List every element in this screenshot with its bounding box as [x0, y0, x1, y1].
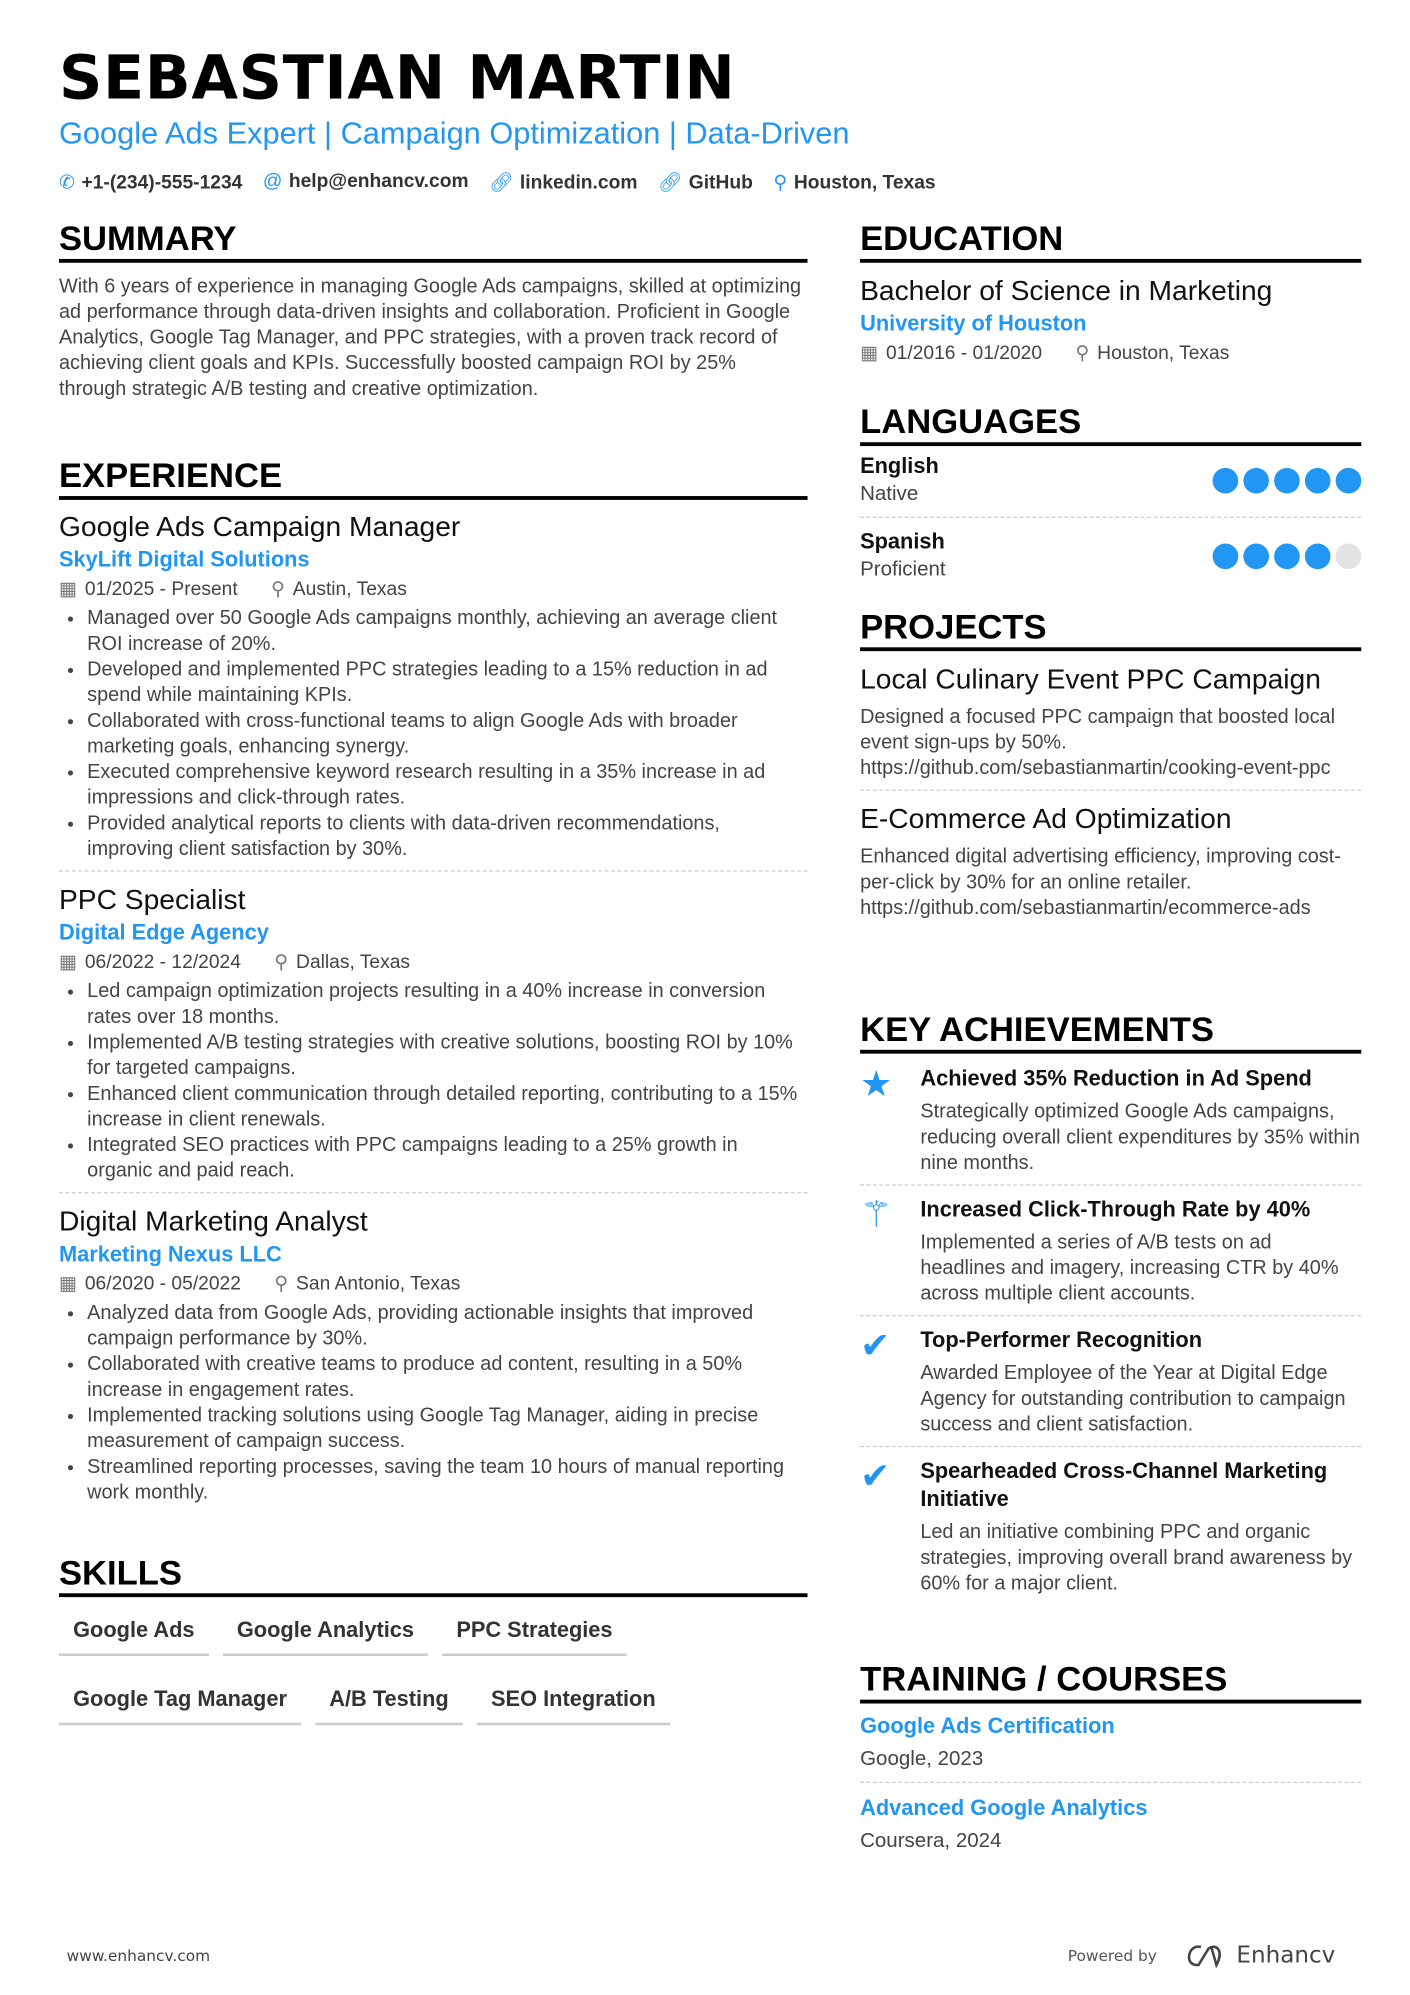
- project-link[interactable]: https://github.com/sebastianmartin/cooking-event-ppc: [860, 757, 1331, 780]
- location-pin-icon: ⚲: [1075, 342, 1090, 365]
- location-wrap: [274, 949, 410, 977]
- divider: [860, 790, 1361, 791]
- rating-dot: [1305, 543, 1331, 569]
- powered-by-label: Powered by: [1067, 1946, 1157, 1965]
- contact-text: +1-(234)-555-1234: [81, 171, 243, 194]
- achievements-section: [860, 1009, 1361, 1597]
- section-heading: KEY ACHIEVEMENTS: [860, 1009, 1361, 1054]
- bullet-item: • Streamlined reporting processes, saving the team 10 hours of manual reporting work monthly.: [87, 1455, 807, 1506]
- dates-wrap: [59, 576, 238, 604]
- skill-tag: Google Ads: [59, 1615, 209, 1656]
- achievement-description: Strategically optimized Google Ads campaigns, reducing overall client expenditures by 35% within nine months.: [920, 1101, 1360, 1175]
- skill-tag: PPC Strategies: [442, 1615, 626, 1656]
- language-item: [860, 528, 1361, 584]
- course-provider: Coursera, 2024: [860, 1830, 1002, 1853]
- rating-dot: [1336, 543, 1362, 569]
- dates: 01/2016 - 01/2020: [885, 342, 1043, 365]
- contact-text: help@enhancv.com: [288, 170, 469, 193]
- divider: [860, 517, 1361, 518]
- achievement-item: [860, 1062, 1361, 1177]
- bullet-item: • Enhanced client communication through detailed reporting, contributing to a 15% increase in client renewals.: [87, 1082, 807, 1133]
- achievement-item: [860, 1324, 1361, 1439]
- bullet-item: • Implemented A/B testing strategies with creative solutions, boosting ROI by 10% for targeted campaigns.: [87, 1031, 807, 1082]
- achievement-description: Led an initiative combining PPC and organic strategies, improving overall brand awareness by 60% for a major client.: [920, 1521, 1353, 1595]
- job-entry: [59, 1192, 808, 1506]
- achievement-body: [920, 1196, 1361, 1308]
- rating-dot: [1305, 468, 1331, 494]
- bullet-item: • Collaborated with creative teams to produce ad content, resulting in a 50% increase in engagement rates.: [87, 1352, 807, 1403]
- company-name: SkyLift Digital Solutions: [58, 547, 310, 572]
- project-description: Designed a focused PPC campaign that boosted local event sign-ups by 50%.: [860, 706, 1336, 754]
- job-title: PPC Specialist: [58, 883, 246, 916]
- at-icon: @: [262, 170, 283, 193]
- bullet-item: • Executed comprehensive keyword research resulting in a 35% increase in ad impressions and click-through rates.: [87, 760, 807, 811]
- skill-tag: SEO Integration: [477, 1684, 670, 1725]
- calendar-icon: ▦: [58, 1272, 78, 1295]
- job-dates: 06/2020 - 05/2022: [84, 1272, 241, 1295]
- training-section: [860, 1659, 1361, 1856]
- brand-name: Enhancv: [1236, 1941, 1336, 1969]
- location-pin-icon: ⚲: [274, 1272, 289, 1295]
- contact-bar: [59, 170, 936, 193]
- achievement-body: [920, 1457, 1361, 1597]
- achievement-title: Increased Click-Through Rate by 40%: [920, 1197, 1311, 1222]
- checkmark-icon: ✔: [860, 1454, 891, 1498]
- achievement-body: [920, 1065, 1361, 1177]
- candidate-subtitle: Google Ads Expert | Campaign Optimization | Data-Driven: [58, 116, 850, 152]
- language-rating: [1213, 543, 1362, 569]
- contact-text: Houston, Texas: [793, 171, 936, 194]
- bullet-item: • Developed and implemented PPC strategies leading to a 15% reduction in ad spend while maintaining KPIs.: [87, 658, 807, 709]
- enhancv-logo: [1183, 1942, 1336, 1969]
- language-level: Native: [860, 483, 919, 506]
- achievement-title: Top-Performer Recognition: [920, 1327, 1203, 1353]
- company-name: Marketing Nexus LLC: [58, 1242, 282, 1267]
- achievement-title: Achieved 35% Reduction in Ad Spend: [920, 1066, 1312, 1091]
- job-meta: [59, 576, 808, 604]
- job-dates: 06/2022 - 12/2024: [84, 951, 241, 973]
- languages-section: [860, 401, 1361, 584]
- language-item: [860, 452, 1361, 508]
- location-pin-icon: ⚲: [274, 951, 289, 973]
- dates-wrap: [59, 949, 241, 977]
- job-dates: 01/2025 - Present: [84, 578, 238, 600]
- project-description: Enhanced digital advertising efficiency, improving cost-per-click by 30% for an online retailer.: [860, 845, 1341, 894]
- language-name: English: [860, 453, 939, 479]
- course-title: Advanced Google Analytics: [860, 1795, 1148, 1821]
- calendar-icon: ▦: [58, 578, 78, 600]
- bullet-item: • Analyzed data from Google Ads, providing actionable insights that improved campaign performance by 30%.: [87, 1301, 807, 1352]
- projects-section: [860, 606, 1361, 921]
- phone-icon: ✆: [58, 171, 76, 194]
- language-name: Spanish: [860, 529, 945, 554]
- enhancv-logo-icon: [1183, 1943, 1229, 1969]
- bullet-item: • Integrated SEO practices with PPC campaigns leading to a 25% growth in organic and paid reach.: [87, 1133, 807, 1184]
- bullet-item: • Provided analytical reports to clients with data-driven recommendations, improving client satisfaction by 30%.: [87, 811, 807, 862]
- course-provider: Google, 2023: [860, 1748, 984, 1771]
- skill-tag: A/B Testing: [315, 1684, 463, 1725]
- job-entry: [59, 509, 808, 863]
- job-location: San Antonio, Texas: [296, 1272, 461, 1295]
- degree: Bachelor of Science in Marketing: [860, 274, 1273, 307]
- job-bullets: [59, 979, 808, 1184]
- rating-dot: [1274, 468, 1300, 494]
- bullet-item: • Managed over 50 Google Ads campaigns monthly, achieving an average client ROI increase of 20%.: [87, 606, 807, 657]
- location: Houston, Texas: [1097, 342, 1230, 365]
- section-heading: SUMMARY: [59, 218, 808, 263]
- location-wrap: [271, 576, 407, 604]
- skills-section: [59, 1552, 808, 1738]
- achievement-item: [860, 1454, 1361, 1597]
- divider: [860, 1782, 1361, 1783]
- calendar-icon: ▦: [860, 342, 879, 365]
- rating-dot: [1243, 468, 1269, 494]
- footer-branding: [1068, 1942, 1336, 1969]
- bullet-item: • Led campaign optimization projects resulting in a 40% increase in conversion rates over 18 months.: [87, 979, 807, 1030]
- rating-dot: [1243, 543, 1269, 569]
- section-heading: LANGUAGES: [860, 401, 1361, 446]
- school: University of Houston: [860, 311, 1087, 336]
- job-meta: [59, 1270, 808, 1298]
- language-info: [860, 528, 946, 584]
- dates-wrap: [59, 1270, 241, 1298]
- section-heading: EDUCATION: [860, 218, 1361, 263]
- job-location: Austin, Texas: [292, 578, 407, 600]
- rating-dot: [1213, 543, 1239, 569]
- divider: [860, 1446, 1361, 1447]
- contact-linkedin[interactable]: [489, 170, 637, 193]
- rating-dot: [1274, 543, 1300, 569]
- language-rating: [1213, 468, 1362, 494]
- location-pin-icon: ⚲: [773, 171, 788, 194]
- contact-text: linkedin.com: [519, 171, 638, 194]
- divider: [59, 870, 808, 871]
- job-entry: [59, 870, 808, 1184]
- contact-location: [773, 170, 935, 193]
- link-icon: 🔗︎: [489, 171, 514, 194]
- divider: [59, 1192, 808, 1193]
- summary-section: [59, 218, 808, 403]
- contact-email[interactable]: [263, 170, 469, 193]
- section-heading: SKILLS: [59, 1552, 808, 1597]
- divider: [860, 1315, 1361, 1316]
- job-location: Dallas, Texas: [296, 951, 411, 973]
- contact-github[interactable]: [658, 170, 753, 193]
- experience-section: [59, 455, 808, 1506]
- job-title: Digital Marketing Analyst: [58, 1204, 368, 1237]
- language-info: [860, 452, 939, 508]
- summary-text: With 6 years of experience in managing Google Ads campaigns, skilled at optimizing ad performance through data-driven insights and collaboration. Proficient in Google Analytics, Google Tag Manager, and PPC strategies, with a proven track record of achieving client goals and KPIs. Successfully boosted campaign ROI by 25% through strategic A/B testing and creative optimization.: [58, 275, 802, 400]
- bullet-item: • Implemented tracking solutions using Google Tag Manager, aiding in precise measurement of campaign success.: [87, 1404, 807, 1455]
- achievement-description: Implemented a series of A/B tests on ad headlines and imagery, increasing CTR by 40% across multiple client accounts.: [920, 1231, 1339, 1305]
- location-pin-icon: ⚲: [271, 578, 286, 600]
- contact-text: GitHub: [688, 171, 753, 194]
- language-level: Proficient: [860, 558, 946, 581]
- skill-tag: Google Tag Manager: [59, 1684, 301, 1725]
- link-icon: 🔗︎: [657, 171, 683, 194]
- footer-website[interactable]: www.enhancv.com: [66, 1947, 211, 1965]
- education-section: [860, 218, 1361, 368]
- project-title: Local Culinary Event PPC Campaign: [860, 662, 1321, 695]
- achievement-title: Spearheaded Cross-Channel Marketing Initiative: [920, 1458, 1328, 1512]
- divider: [860, 1184, 1361, 1185]
- achievement-item: [860, 1193, 1361, 1308]
- contact-phone[interactable]: [59, 170, 242, 193]
- job-meta: [59, 949, 808, 977]
- job-title: Google Ads Campaign Manager: [58, 510, 461, 543]
- company-name: Digital Edge Agency: [58, 920, 269, 945]
- education-meta: [860, 340, 1361, 368]
- skill-tag: Google Analytics: [223, 1615, 428, 1656]
- job-bullets: [59, 606, 808, 862]
- project-link[interactable]: https://github.com/sebastianmartin/ecommerce-ads: [860, 897, 1311, 920]
- project-title: E-Commerce Ad Optimization: [860, 802, 1232, 835]
- achievement-body: [920, 1327, 1361, 1439]
- course-title: Google Ads Certification: [860, 1713, 1115, 1739]
- checkmark-icon: ✔: [860, 1324, 891, 1367]
- job-bullets: [59, 1301, 808, 1506]
- bullet-item: • Collaborated with cross-functional teams to align Google Ads with broader marketing goals, enhancing synergy.: [87, 709, 807, 760]
- magic-wand-icon: ⚚: [860, 1193, 893, 1236]
- star-icon: ★: [860, 1062, 893, 1105]
- candidate-name: SEBASTIAN MARTIN: [58, 43, 736, 115]
- rating-dot: [1336, 468, 1362, 494]
- section-heading: TRAINING / COURSES: [860, 1659, 1361, 1704]
- calendar-icon: ▦: [58, 951, 78, 973]
- rating-dot: [1213, 468, 1239, 494]
- achievement-description: Awarded Employee of the Year at Digital Edge Agency for outstanding contribution to campaign success and client satisfaction.: [920, 1362, 1346, 1436]
- section-heading: EXPERIENCE: [59, 455, 808, 500]
- location-wrap: [274, 1270, 460, 1298]
- section-heading: PROJECTS: [860, 606, 1361, 651]
